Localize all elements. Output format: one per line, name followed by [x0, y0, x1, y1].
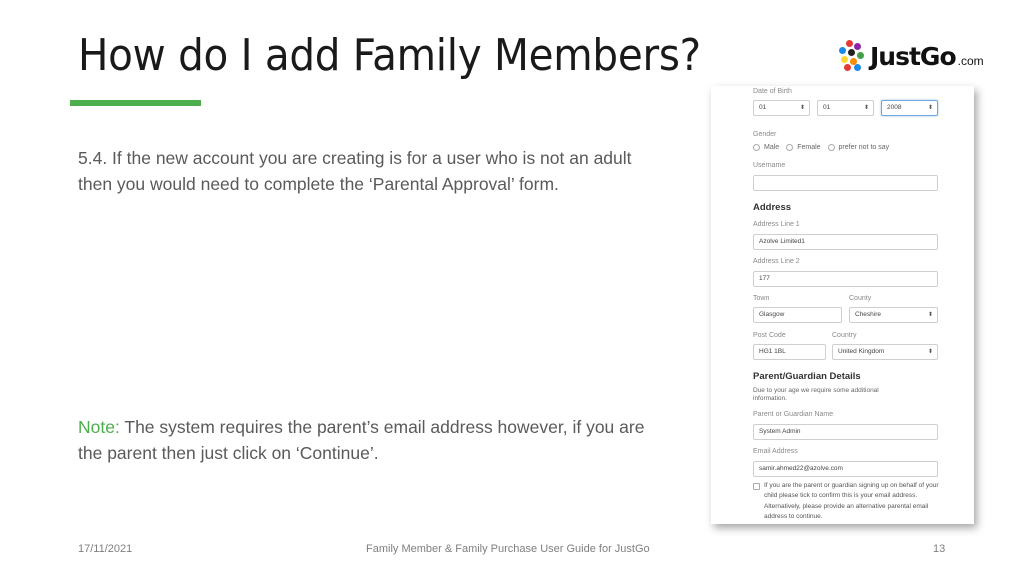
- username-label: Username: [753, 162, 786, 169]
- email-input[interactable]: samir.ahmed22@azolve.com: [753, 461, 938, 477]
- address1-input[interactable]: Azolve Limited1: [753, 234, 938, 250]
- postcode-label: Post Code: [753, 332, 786, 339]
- dob-label: Date of Birth: [753, 88, 792, 95]
- select-caret-icon: ⬍: [927, 312, 933, 318]
- justgo-logo: [838, 40, 984, 72]
- title-underline: [70, 100, 201, 106]
- address-heading: Address: [753, 202, 792, 213]
- select-caret-icon: ⬍: [927, 349, 933, 355]
- username-input[interactable]: [753, 175, 938, 191]
- gender-label: Gender: [753, 131, 777, 138]
- postcode-input[interactable]: HG1 1BL: [753, 344, 826, 360]
- slide-title: How do I add Family Members?: [78, 30, 701, 81]
- country-label: Country: [832, 332, 857, 339]
- town-label: Town: [753, 295, 770, 302]
- town-input[interactable]: Glasgow: [753, 307, 842, 323]
- gender-option-male[interactable]: Male: [753, 144, 779, 151]
- body-paragraph: 5.4. If the new account you are creating is for a user who is not an adult then you would need to complete the ‘Parental Approval’ form.: [78, 148, 632, 194]
- guardian-note: Due to your age we require some additional information.: [753, 387, 879, 402]
- address1-label: Address Line 1: [753, 221, 800, 228]
- logo-text: JustGo: [870, 42, 956, 71]
- note-paragraph: [78, 414, 653, 466]
- gender-option-prefer-not[interactable]: prefer not to say: [828, 144, 890, 151]
- page-number: 13: [933, 543, 946, 555]
- dob-year-select[interactable]: 2008 ⬍: [881, 100, 938, 116]
- logo-mark-icon: [838, 40, 866, 72]
- dob-day-select[interactable]: 01 ⬍: [753, 100, 810, 116]
- guardian-heading: Parent/Guardian Details: [753, 371, 861, 382]
- confirm-parent-checkbox[interactable]: [753, 483, 760, 490]
- footer-date: 17/11/2021: [78, 543, 133, 555]
- select-caret-icon: ⬍: [927, 105, 933, 111]
- address2-label: Address Line 2: [753, 258, 800, 265]
- guardian-name-label: Parent or Guardian Name: [753, 411, 834, 418]
- form-screenshot: [711, 86, 974, 524]
- note-body: The system requires the parent’s email address however, if you are the parent then just click on ‘Continue’.: [78, 417, 645, 463]
- email-label: Email Address: [753, 448, 798, 455]
- address2-input[interactable]: 177: [753, 271, 938, 287]
- logo-tld: .com: [957, 54, 984, 68]
- county-select[interactable]: Cheshire ⬍: [849, 307, 938, 323]
- gender-radio-group: [753, 144, 896, 151]
- footer-title: Family Member & Family Purchase User Guide for JustGo: [366, 543, 650, 555]
- county-label: County: [849, 295, 872, 302]
- country-select[interactable]: United Kingdom ⬍: [832, 344, 938, 360]
- note-label: Note:: [78, 417, 120, 437]
- select-caret-icon: ⬍: [863, 105, 869, 111]
- confirm-parent-text: If you are the parent or guardian signing up on behalf of your child please tick to confirm this is your email address. Alternatively, please provide an alternative parental email address to continue.: [764, 482, 939, 520]
- gender-option-female[interactable]: Female: [786, 144, 820, 151]
- guardian-name-input[interactable]: System Admin: [753, 424, 938, 440]
- select-caret-icon: ⬍: [799, 105, 805, 111]
- dob-month-select[interactable]: 01 ⬍: [817, 100, 874, 116]
